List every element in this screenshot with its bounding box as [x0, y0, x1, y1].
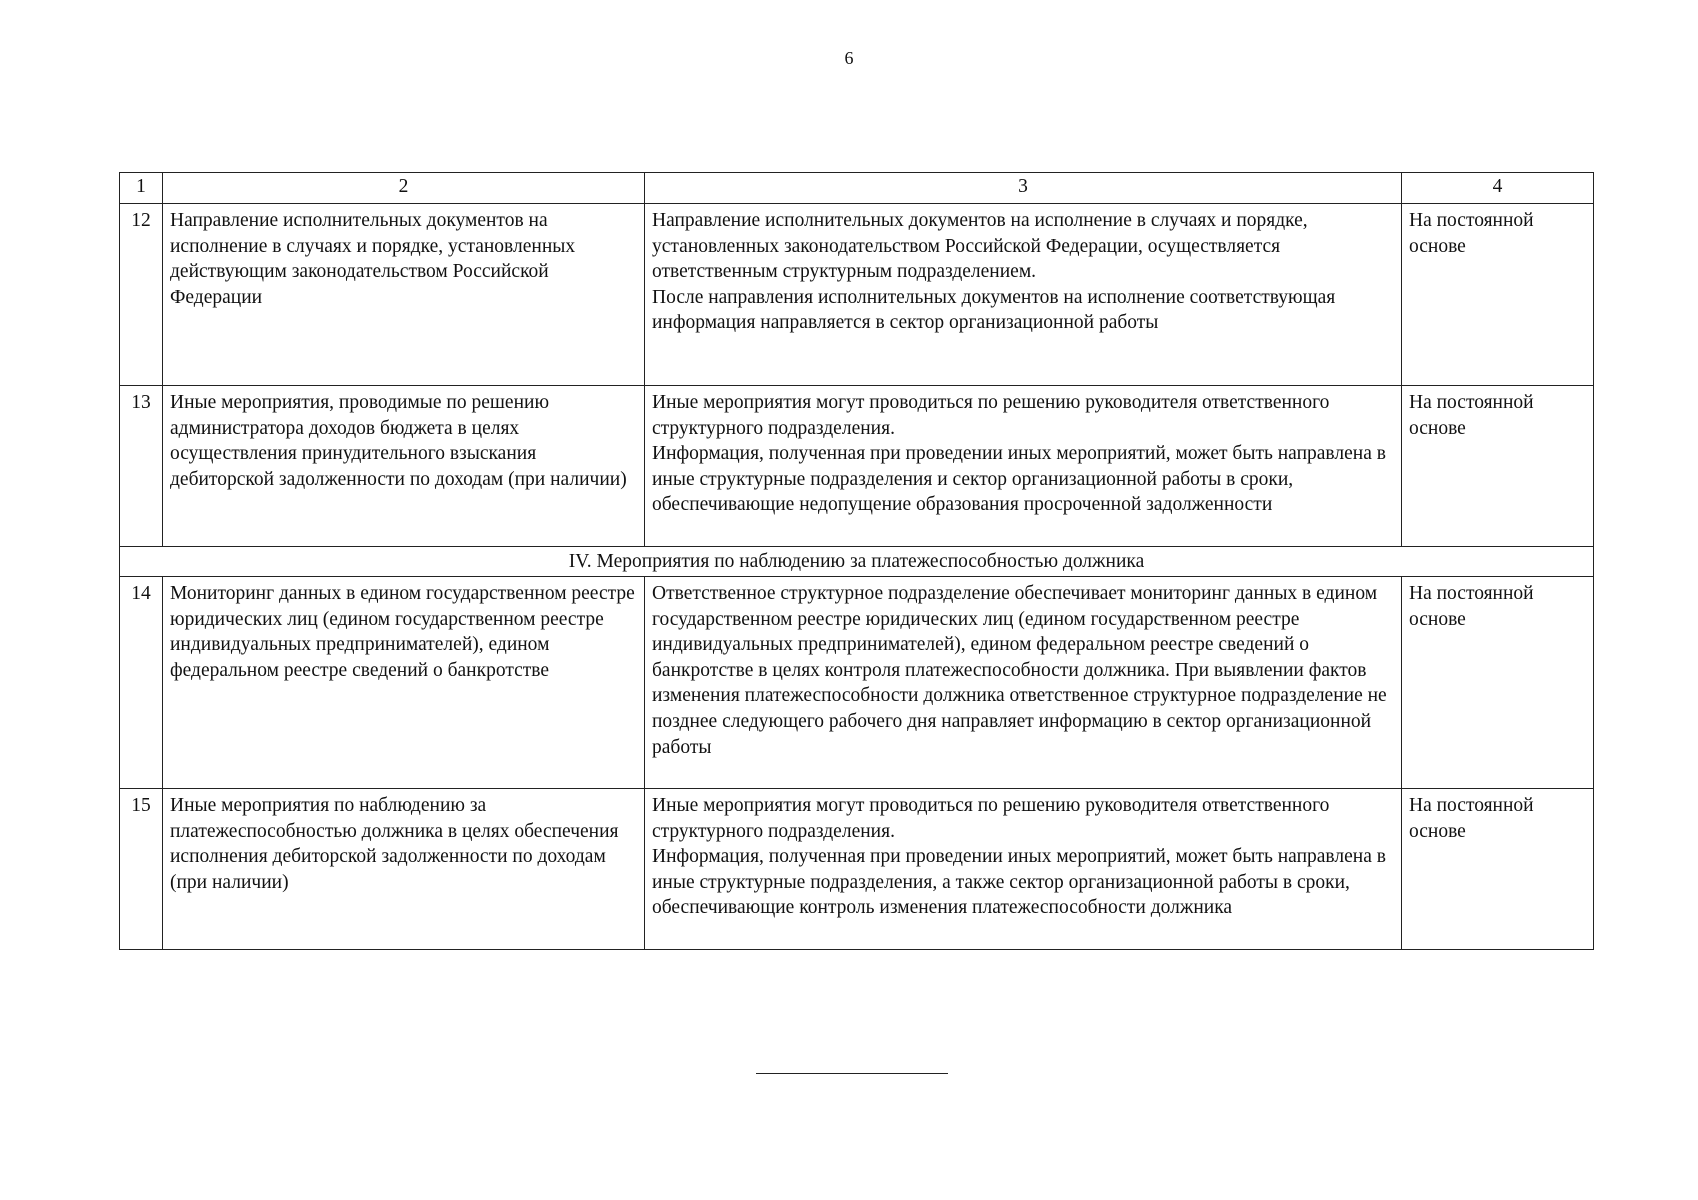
content-cell — [645, 789, 1402, 950]
row-number: 15 — [120, 789, 163, 950]
measure-cell: Иные мероприятия, проводимые по решению администратора доходов бюджета в целях осуществления принудительного взыскания дебиторской задолженности по доходам (при наличии) — [163, 386, 645, 547]
content-paragraph: Иные мероприятия могут проводиться по решению руководителя ответственного структурного подразделения. — [652, 795, 1330, 842]
row-number: 13 — [120, 386, 163, 547]
measure-cell: Мониторинг данных в едином государственном реестре юридических лиц (едином государственном реестре индивидуальных предпринимателей), едином федеральном реестре сведений о банкротстве — [163, 577, 645, 789]
term-cell: На постоянной основе — [1402, 577, 1594, 789]
section-row — [120, 547, 1594, 577]
content-paragraph: Ответственное структурное подразделение обеспечивает мониторинг данных в едином государственном реестре юридических лиц (едином государственном реестре индивидуальных предпринимателей), едином федеральном реестре сведений о банкротстве в целях контроля платежеспособности должника. При выявлении фактов изменения платежеспособности должника ответственное структурное подразделение не позднее следующего рабочего дня направляет информацию в сектор организационной работы — [652, 583, 1387, 758]
row-number: 12 — [120, 204, 163, 386]
content-paragraph: Информация, полученная при проведении иных мероприятий, может быть направлена в иные структурные подразделения и сектор организационной работы в сроки, обеспечивающие недопущение образования просроченной задолженности — [652, 443, 1386, 516]
row-number: 14 — [120, 577, 163, 789]
term-cell: На постоянной основе — [1402, 789, 1594, 950]
table-row — [120, 789, 1594, 950]
measure-cell: Направление исполнительных документов на исполнение в случаях и порядке, установленных действующим законодательством Российской Федерации — [163, 204, 645, 386]
page-number: 6 — [844, 48, 854, 68]
content-paragraph: После направления исполнительных документов на исполнение соответствующая информация направляется в сектор организационной работы — [652, 286, 1336, 334]
content-cell — [645, 386, 1402, 547]
table-row — [120, 204, 1594, 386]
header-col-4: 4 — [1402, 173, 1594, 204]
table-row — [120, 577, 1594, 789]
header-col-2: 2 — [163, 173, 645, 204]
content-paragraph: Информация, полученная при проведении иных мероприятий, может быть направлена в иные структурные подразделения, а также сектор организационной работы в сроки, обеспечивающие контроль изменения платежеспособности должника — [652, 846, 1386, 919]
section-title: IV. Мероприятия по наблюдению за платежеспособностью должника — [120, 547, 1594, 577]
content-cell — [645, 204, 1402, 386]
content-paragraph: Направление исполнительных документов на исполнение в случаях и порядке, установленных законодательством Российской Федерации, осуществляется ответственным структурным подразделением. — [652, 210, 1308, 283]
term-cell: На постоянной основе — [1402, 204, 1594, 386]
end-of-document-rule — [756, 1073, 948, 1074]
header-col-3: 3 — [645, 173, 1402, 204]
measure-cell: Иные мероприятия по наблюдению за платежеспособностью должника в целях обеспечения исполнения дебиторской задолженности по доходам (при наличии) — [163, 789, 645, 950]
table-header-row — [120, 173, 1594, 204]
measures-table — [119, 172, 1594, 950]
table-row — [120, 386, 1594, 547]
header-col-1: 1 — [120, 173, 163, 204]
term-cell: На постоянной основе — [1402, 386, 1594, 547]
content-cell — [645, 577, 1402, 789]
content-paragraph: Иные мероприятия могут проводиться по решению руководителя ответственного структурного подразделения. — [652, 392, 1330, 439]
